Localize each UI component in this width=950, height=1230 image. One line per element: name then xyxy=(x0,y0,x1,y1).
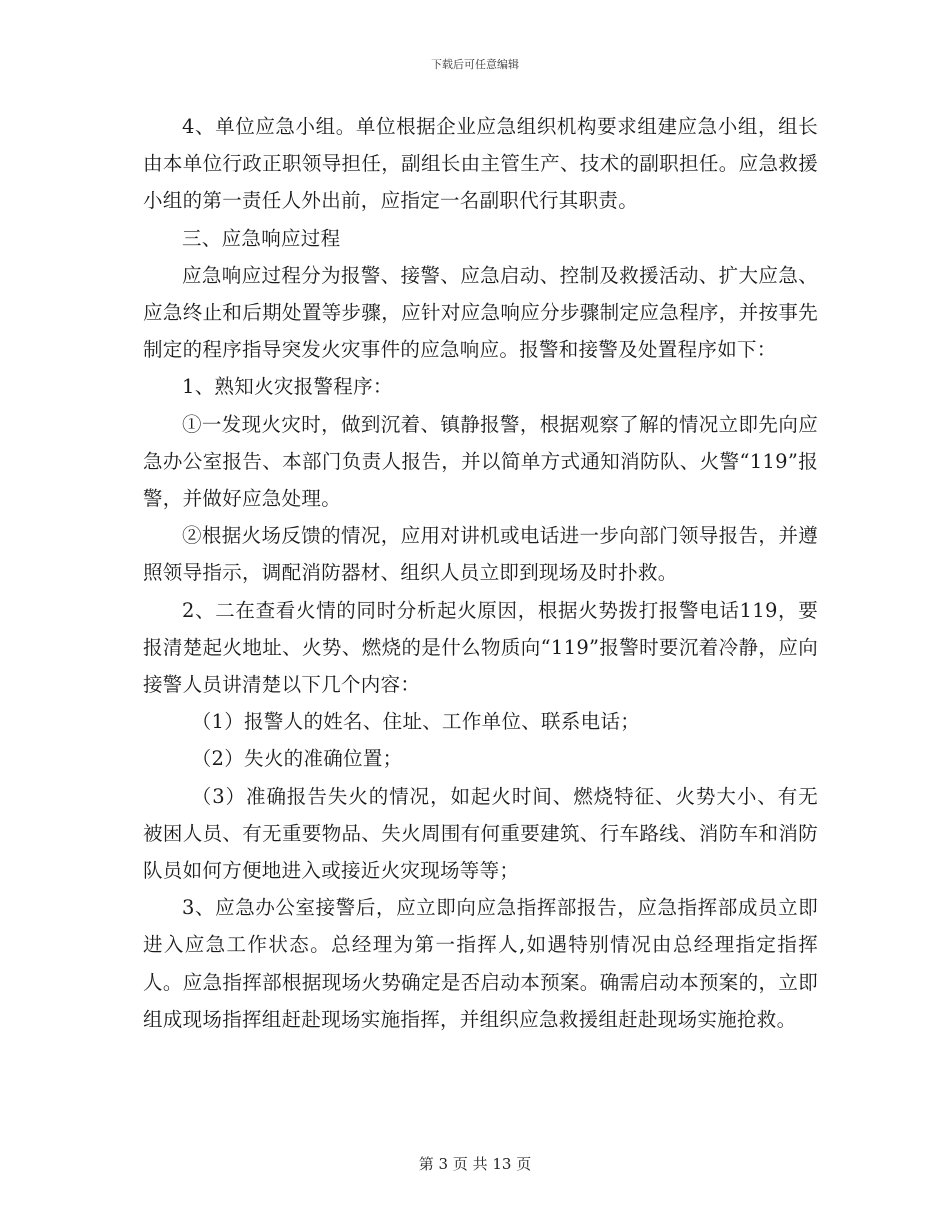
list-item-fire-location: （2）失火的准确位置； xyxy=(191,747,403,771)
page-number-footer: 第 3 页 共 13 页 xyxy=(418,1155,532,1173)
paragraph-alarm-step-2: ②根据火场反馈的情况，应用对讲机或电话进一步向部门领导报告，并遵照领导指示，调配消防器材、组织人员立即到现场及时扑救。 xyxy=(143,524,818,585)
paragraph-alarm-procedure-title: 1、熟知火灾报警程序： xyxy=(182,375,393,399)
paragraph-call-119: 2、二在查看火情的同时分析起火原因，根据火势拨打报警电话119，要报清楚起火地址、火势、燃烧的是什么物质向“119”报警时要沉着冷静，应向接警人员讲清楚以下几个内容： xyxy=(143,598,818,697)
section-heading-response-process: 三、应急响应过程 xyxy=(182,226,341,250)
paragraph-unit-emergency-team: 4、单位应急小组。单位根据企业应急组织机构要求组建应急小组，组长由本单位行政正职领导担任，副组长由主管生产、技术的副职担任。应急救援小组的第一责任人外出前，应指定一名副职代行其职责。 xyxy=(143,115,818,213)
list-item-caller-info: （1）报警人的姓名、住址、工作单位、联系电话； xyxy=(191,710,641,734)
paragraph-alarm-step-1: ①一发现火灾时，做到沉着、镇静报警，根据观察了解的情况立即先向应急办公室报告、本部门负责人报告，并以简单方式通知消防队、火警“119”报警，并做好应急处理。 xyxy=(143,412,818,511)
document-body xyxy=(143,108,818,1038)
paragraph-emergency-office: 3、应急办公室接警后，应立即向应急指挥部报告，应急指挥部成员立即进入应急工作状态。总经理为第一指挥人,如遇特别情况由总经理指定指挥人。应急指挥部根据现场火势确定是否启动本预案。确需启动本预案的，立即组成现场指挥组赶赴现场实施指挥，并组织应急救援组赶赴现场实施抢救。 xyxy=(143,896,818,1031)
page-header-note: 下载后可任意编辑 xyxy=(431,58,519,71)
paragraph-response-overview: 应急响应过程分为报警、接警、应急启动、控制及救援活动、扩大应急、应急终止和后期处置等步骤，应针对应急响应分步骤制定应急程序，并按事先制定的程序指导突发火灾事件的应急响应。报警和接警及处置程序如下： xyxy=(143,263,818,362)
list-item-fire-details: （3）准确报告失火的情况，如起火时间、燃烧特征、火势大小、有无被困人员、有无重要物品、失火周围有何重要建筑、行车路线、消防车和消防队员如何方便地进入或接近火灾现场等等； xyxy=(143,784,818,883)
